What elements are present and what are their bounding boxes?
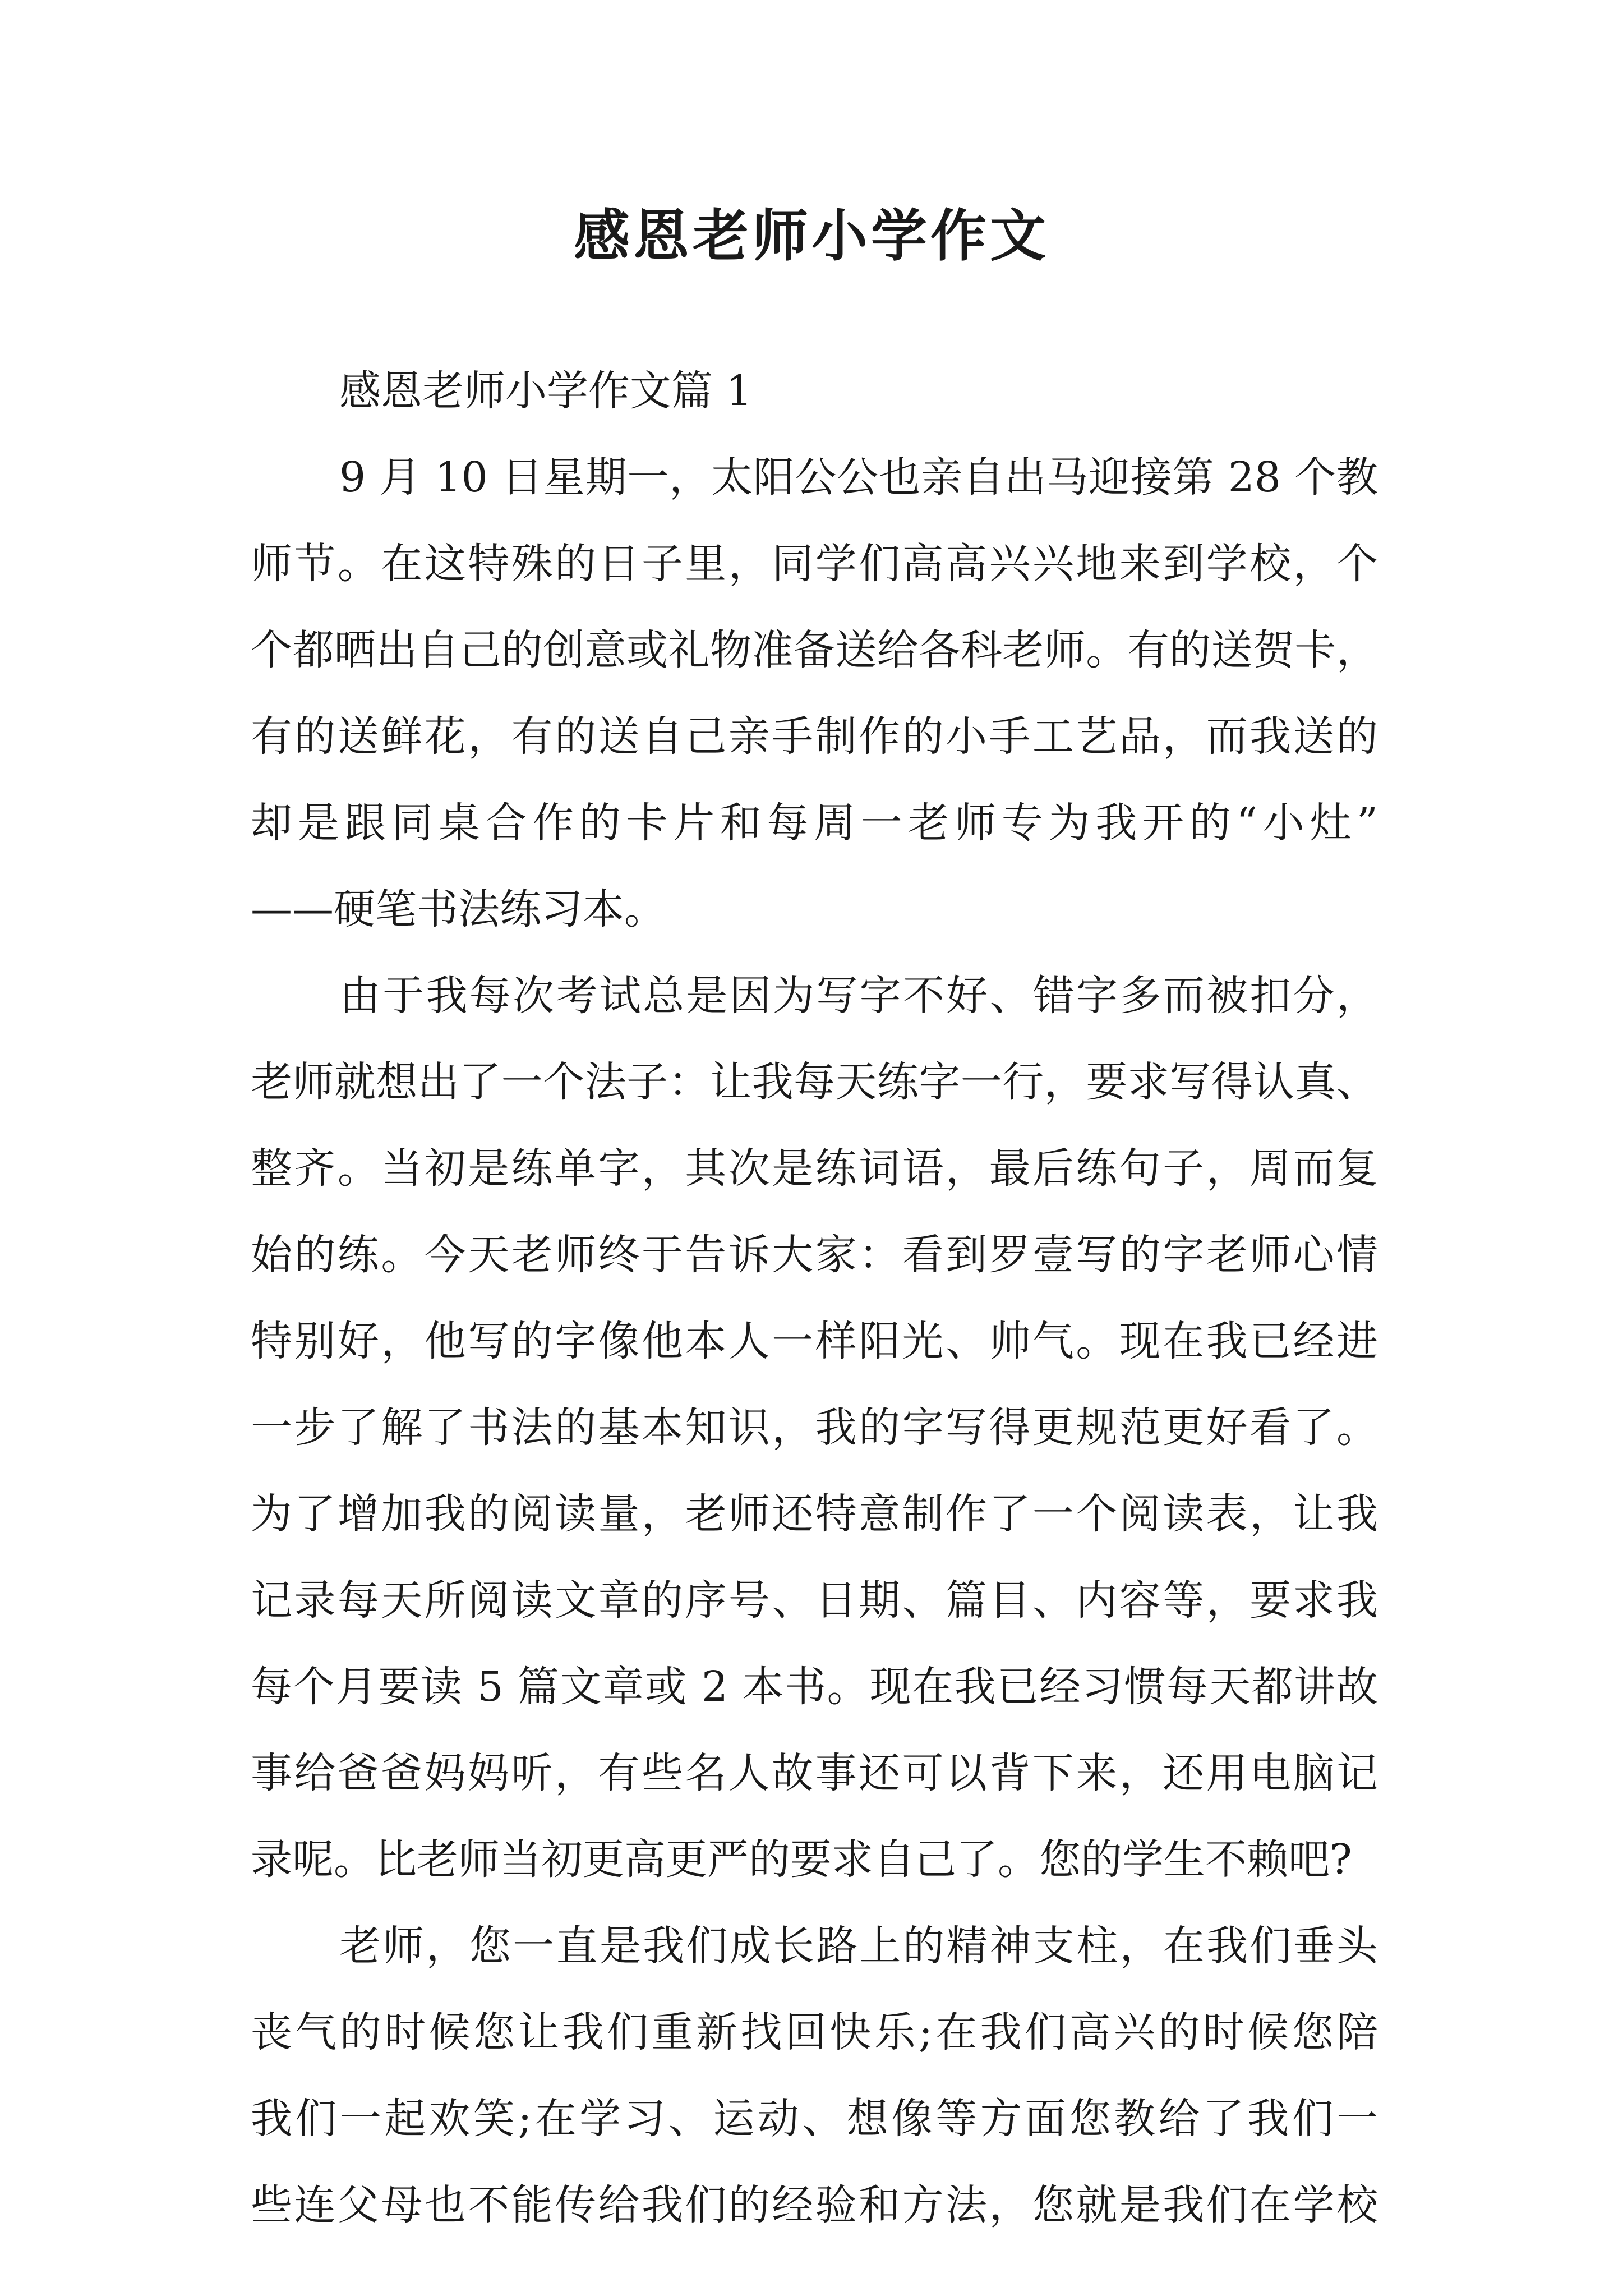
body-line: 整齐。当初是练单字，其次是练词语，最后练句子，周而复	[251, 1144, 1378, 1193]
body-line: 每个月要读 5 篇文章或 2 本书。现在我已经习惯每天都讲故	[251, 1663, 1378, 1711]
body-line: 些连父母也不能传给我们的经验和方法，您就是我们在学校	[251, 2181, 1378, 2229]
body-line: 一步了解了书法的基本知识，我的字写得更规范更好看了。	[251, 1404, 1378, 1452]
body-line: 事给爸爸妈妈听，有些名人故事还可以背下来，还用电脑记	[251, 1749, 1378, 1797]
body-line: 我们一起欢笑;在学习、运动、想像等方面您教给了我们一	[251, 2095, 1378, 2143]
body-line: 丧气的时候您让我们重新找回快乐;在我们高兴的时候您陪	[251, 2008, 1378, 2056]
body-line: 有的送鲜花，有的送自己亲手制作的小手工艺品，而我送的	[251, 712, 1378, 761]
body-line: 老师就想出了一个法子：让我每天练字一行，要求写得认真、	[251, 1058, 1378, 1106]
body-line: 为了增加我的阅读量，老师还特意制作了一个阅读表，让我	[251, 1490, 1378, 1538]
body-line: 9 月 10 日星期一，太阳公公也亲自出马迎接第 28 个教	[339, 453, 1378, 501]
body-line: ——硬笔书法练习本。	[251, 885, 666, 933]
body-line: 录呢。比老师当初更高更严的要求自己了。您的学生不赖吧?	[251, 1835, 1352, 1884]
body-line: 个都晒出自己的创意或礼物准备送给各科老师。有的送贺卡，	[251, 626, 1378, 674]
body-line: 师节。在这特殊的日子里，同学们高高兴兴地来到学校，个	[251, 540, 1378, 588]
body-line: 特别好，他写的字像他本人一样阳光、帅气。现在我已经进	[251, 1317, 1378, 1365]
body-line: 老师，您一直是我们成长路上的精神支柱，在我们垂头	[339, 1922, 1378, 1970]
body-line: 始的练。今天老师终于告诉大家：看到罗壹写的字老师心情	[251, 1231, 1378, 1279]
document-body	[251, 348, 1378, 2248]
body-line: 却是跟同桌合作的卡片和每周一老师专为我开的“小灶”	[251, 799, 1378, 847]
document-title: 感恩老师小学作文	[574, 203, 1049, 269]
body-line: 记录每天所阅读文章的序号、日期、篇目、内容等，要求我	[251, 1576, 1378, 1625]
body-line: 感恩老师小学作文篇 1	[339, 367, 753, 415]
body-line: 由于我每次考试总是因为写字不好、错字多而被扣分，	[339, 972, 1378, 1020]
